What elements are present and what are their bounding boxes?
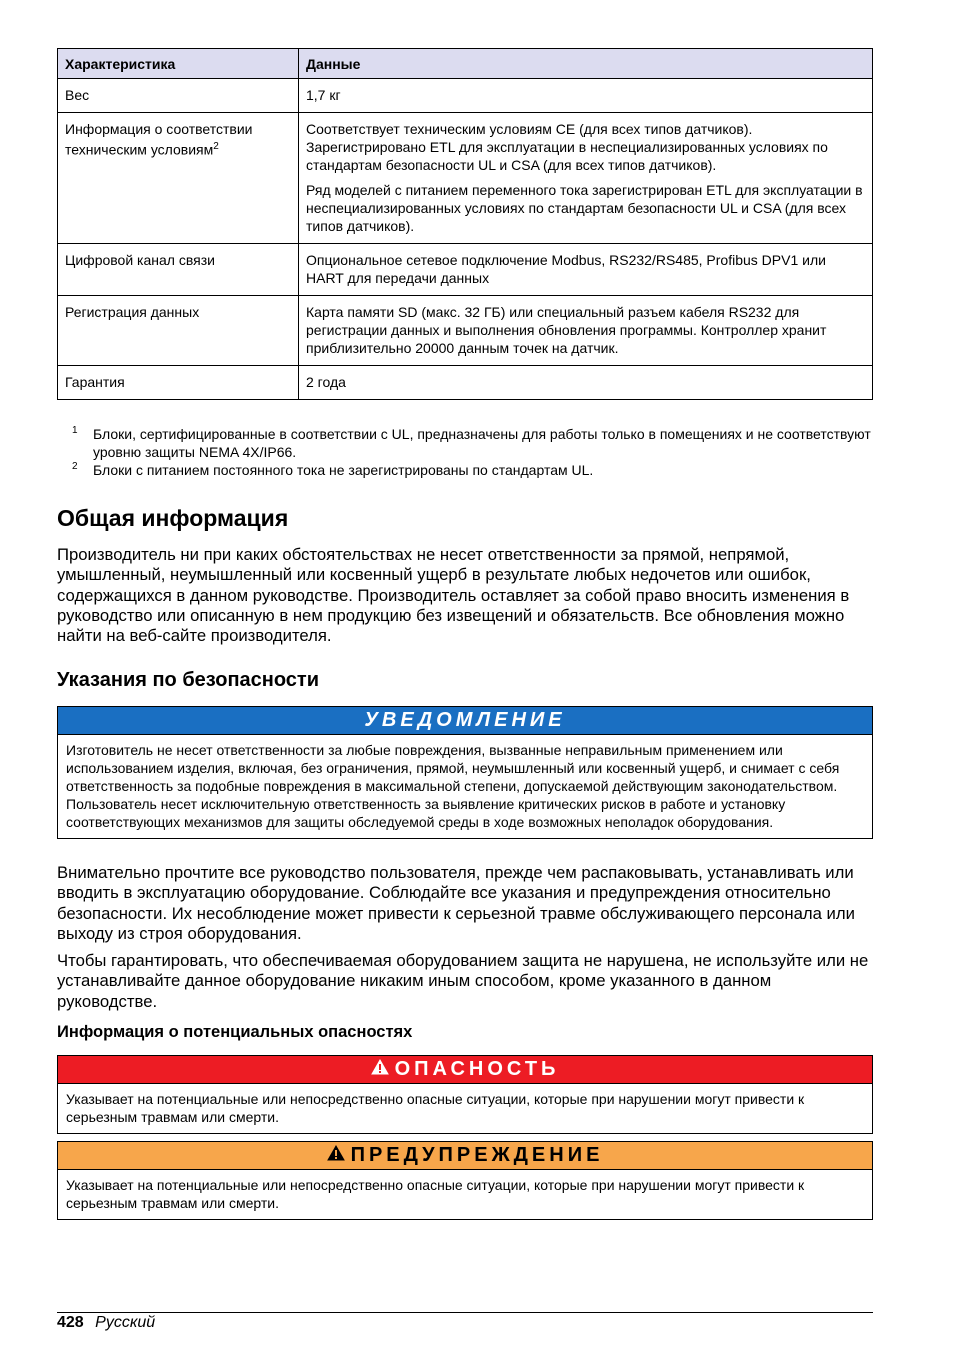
danger-header xyxy=(58,1056,872,1084)
warning-label: ПРЕДУПРЕЖДЕНИЕ xyxy=(350,1144,604,1166)
danger-text: Указывает на потенциальные или непосредственно опасные ситуации, которые при нарушении могут привести к серьезным травмам или смерти. xyxy=(66,1091,805,1125)
table-row xyxy=(58,296,873,366)
safety-paragraph-1: Внимательно прочтите все руководство пользователя, прежде чем распаковывать, устанавливать или вводить в эксплуатацию оборудование. Соблюдайте все указания и предупреждения относительно безопасности. Их несоблюдение может привести к серьезной травме обслуживающего персонала или выходу из строя оборудования. xyxy=(57,863,855,943)
footnote: 1 Блоки, сертифицированные в соответствии с UL, предназначены для работы только в помещениях и не соответствуют уровню защиты NEMA 4X/IP66. xyxy=(72,425,871,460)
row-label: Цифровой канал связи xyxy=(58,244,299,296)
column-header: Данные xyxy=(299,49,873,79)
spec-table xyxy=(57,48,873,400)
danger-box xyxy=(57,1055,873,1134)
page-number: 428 xyxy=(57,1314,84,1331)
notice-text: Изготовитель не несет ответственности за любые повреждения, вызванные неправильным применением или использованием изделия, включая, без ограничения, прямой, неумышленный или косвенный ущерб, и снимает с себя ответственность за подобные повреждения в максимальной степени, допускаемой действующим законодательством. Пользователь несет исключительную ответственность за выявление критических рисков в работе и установку соответствующих механизмов для защиты обследуемой среды в ходе возможных неполадок оборудования. xyxy=(66,742,840,830)
notice-label: УВЕДОМЛЕНИЕ xyxy=(58,707,872,735)
table-row xyxy=(58,366,873,400)
footnotes xyxy=(57,425,873,479)
row-label: Информация о соответствии техническим условиям$^2$ xyxy=(58,113,299,244)
table-row xyxy=(58,113,873,244)
page-footer xyxy=(57,1313,155,1333)
warning-box xyxy=(57,1141,873,1220)
table-row xyxy=(58,244,873,296)
row-value: 1,7 кг xyxy=(299,79,873,113)
notice-box xyxy=(57,706,873,839)
warning-triangle-icon xyxy=(371,1058,389,1081)
hazard-info-heading: Информация о потенциальных опасностях xyxy=(57,1023,413,1041)
warning-header xyxy=(58,1142,872,1170)
safety-heading: Указания по безопасности xyxy=(57,669,320,691)
table-header-row xyxy=(58,49,873,79)
general-info-heading: Общая информация xyxy=(57,505,289,531)
warning-text: Указывает на потенциальные или непосредственно опасные ситуации, которые при нарушении могут привести к серьезным травмам или смерти. xyxy=(66,1177,805,1211)
footer-divider xyxy=(57,1312,873,1313)
footnote: 2 Блоки с питанием постоянного тока не зарегистрированы по стандартам UL. xyxy=(72,461,594,478)
danger-label: ОПАСНОСТЬ xyxy=(394,1058,560,1080)
row-value: Соответствует техническим условиям CE (для всех типов датчиков). Зарегистрировано ETL для эксплуатации в неспециализированных условиях по стандартам безопасности UL и CSA (для всех типов датчиков). Ряд моделей с питанием переменного тока зарегистрирован ETL для эксплуатации в неспециализированных условиях по стандартам безопасности UL и CSA (для всех типов датчиков). xyxy=(299,113,873,244)
general-info-paragraph: Производитель ни при каких обстоятельствах не несет ответственности за прямой, непрямой, умышленный, неумышленный или косвенный ущерб в результате любых недочетов или ошибок, содержащихся в данном руководстве. Производитель оставляет за собой право вносить изменения в руководство или описанную в нем продукцию без извещений и обязательств. Все обновления можно найти на веб-сайте производителя. xyxy=(57,545,850,646)
row-label: Гарантия xyxy=(58,366,299,400)
column-header: Характеристика xyxy=(58,49,299,79)
row-value: 2 года xyxy=(299,366,873,400)
row-value: Опциональное сетевое подключение Modbus, RS232/RS485, Profibus DPV1 или HART для передачи данных xyxy=(299,244,873,296)
row-label: Регистрация данных xyxy=(58,296,299,366)
row-value: Карта памяти SD (макс. 32 ГБ) или специальный разъем кабеля RS232 для регистрации данных и выполнения обновления программы. Контроллер хранит приблизительно 20000 данным точек на датчик. xyxy=(299,296,873,366)
warning-triangle-icon xyxy=(327,1144,345,1167)
table-row xyxy=(58,79,873,113)
row-label: Вес xyxy=(58,79,299,113)
safety-paragraph-2: Чтобы гарантировать, что обеспечиваемая оборудованием защита не нарушена, не используйте или не устанавливайте данное оборудование никаким иным способом, кроме указанного в данном руководстве. xyxy=(57,951,869,1011)
language-label: Русский xyxy=(95,1314,156,1331)
